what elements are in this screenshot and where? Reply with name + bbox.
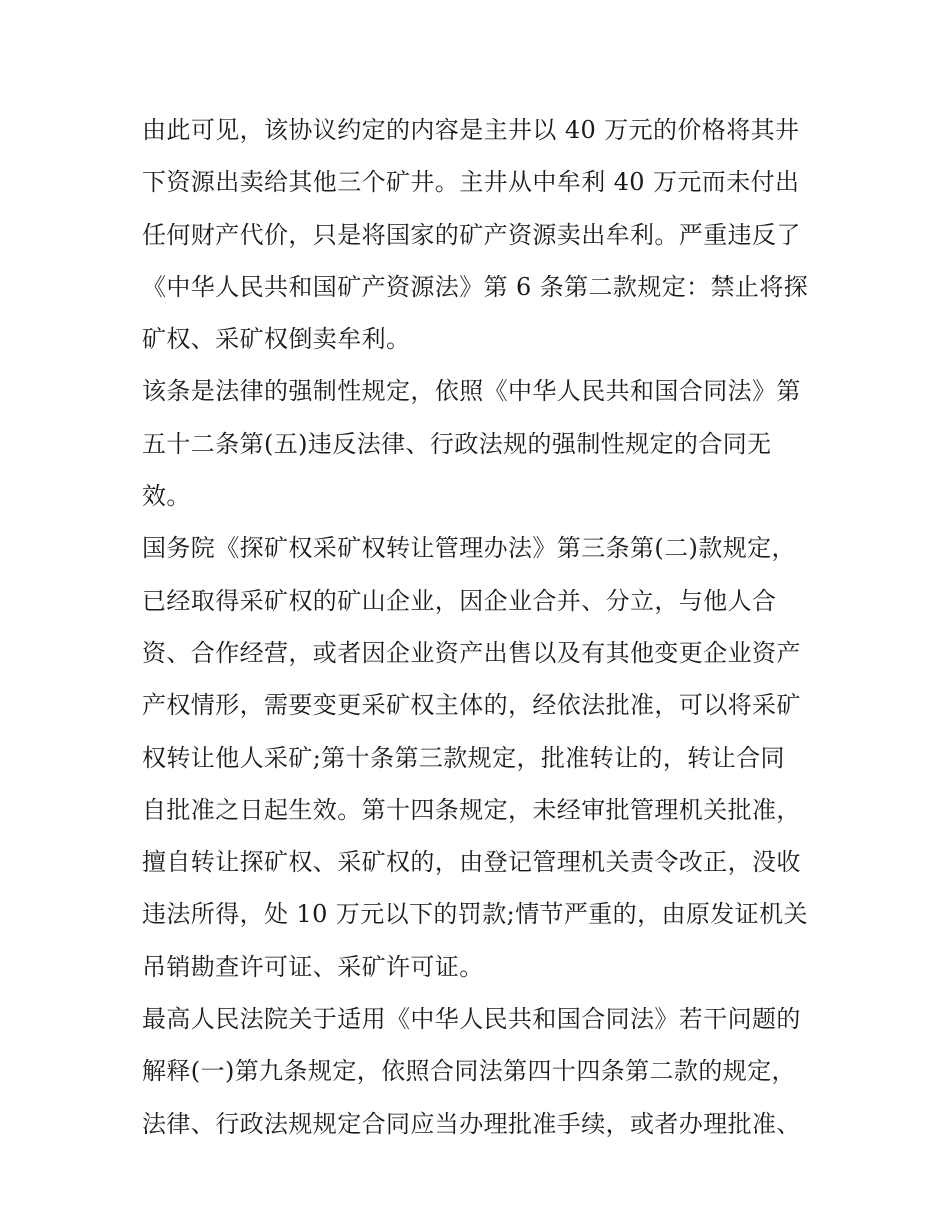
text-line: 下资源出卖给其他三个矿井。主井从中牟利 40 万元而未付出	[142, 168, 800, 197]
text-line: 解释(一)第九条规定，依照合同法第四十四条第二款的规定，	[142, 1057, 796, 1086]
text-line: 矿权、采矿权倒卖牟利。	[142, 325, 411, 354]
text-line: 权转让他人采矿;第十条第三款规定，批准转让的，转让合同	[142, 743, 785, 772]
text-line: 已经取得采矿权的矿山企业，因企业合并、分立，与他人合	[142, 586, 777, 615]
text-line: 违法所得，处 10 万元以下的罚款;情节严重的，由原发证机关	[142, 900, 808, 929]
text-line: 由此可见，该协议约定的内容是主井以 40 万元的价格将其井	[142, 116, 800, 144]
text-line: 国务院《探矿权采矿权转让管理办法》第三条第(二)款规定，	[142, 534, 796, 563]
text-line: 五十二条第(五)违反法律、行政法规的强制性规定的合同无	[142, 429, 772, 458]
text-line: 任何财产代价，只是将国家的矿产资源卖出牟利。严重违反了	[142, 220, 801, 249]
text-line: 《中华人民共和国矿产资源法》第 6 条第二款规定：禁止将探	[142, 272, 809, 301]
text-line: 吊销勘查许可证、采矿许可证。	[142, 952, 484, 981]
text-line: 资、合作经营，或者因企业资产出售以及有其他变更企业资产	[142, 638, 801, 667]
text-line: 自批准之日起生效。第十四条规定，未经审批管理机关批准，	[142, 795, 801, 824]
text-line: 该条是法律的强制性规定，依照《中华人民共和国合同法》第	[142, 377, 801, 406]
text-line: 效。	[142, 482, 191, 511]
text-line: 最高人民法院关于适用《中华人民共和国合同法》若干问题的	[142, 1005, 801, 1034]
text-line: 擅自转让探矿权、采矿权的，由登记管理机关责令改正，没收	[142, 848, 801, 877]
text-line: 法律、行政法规规定合同应当办理批准手续，或者办理批准、	[142, 1109, 801, 1138]
document-body	[142, 104, 822, 1150]
text-line: 产权情形，需要变更采矿权主体的，经依法批准，可以将采矿	[142, 691, 801, 720]
